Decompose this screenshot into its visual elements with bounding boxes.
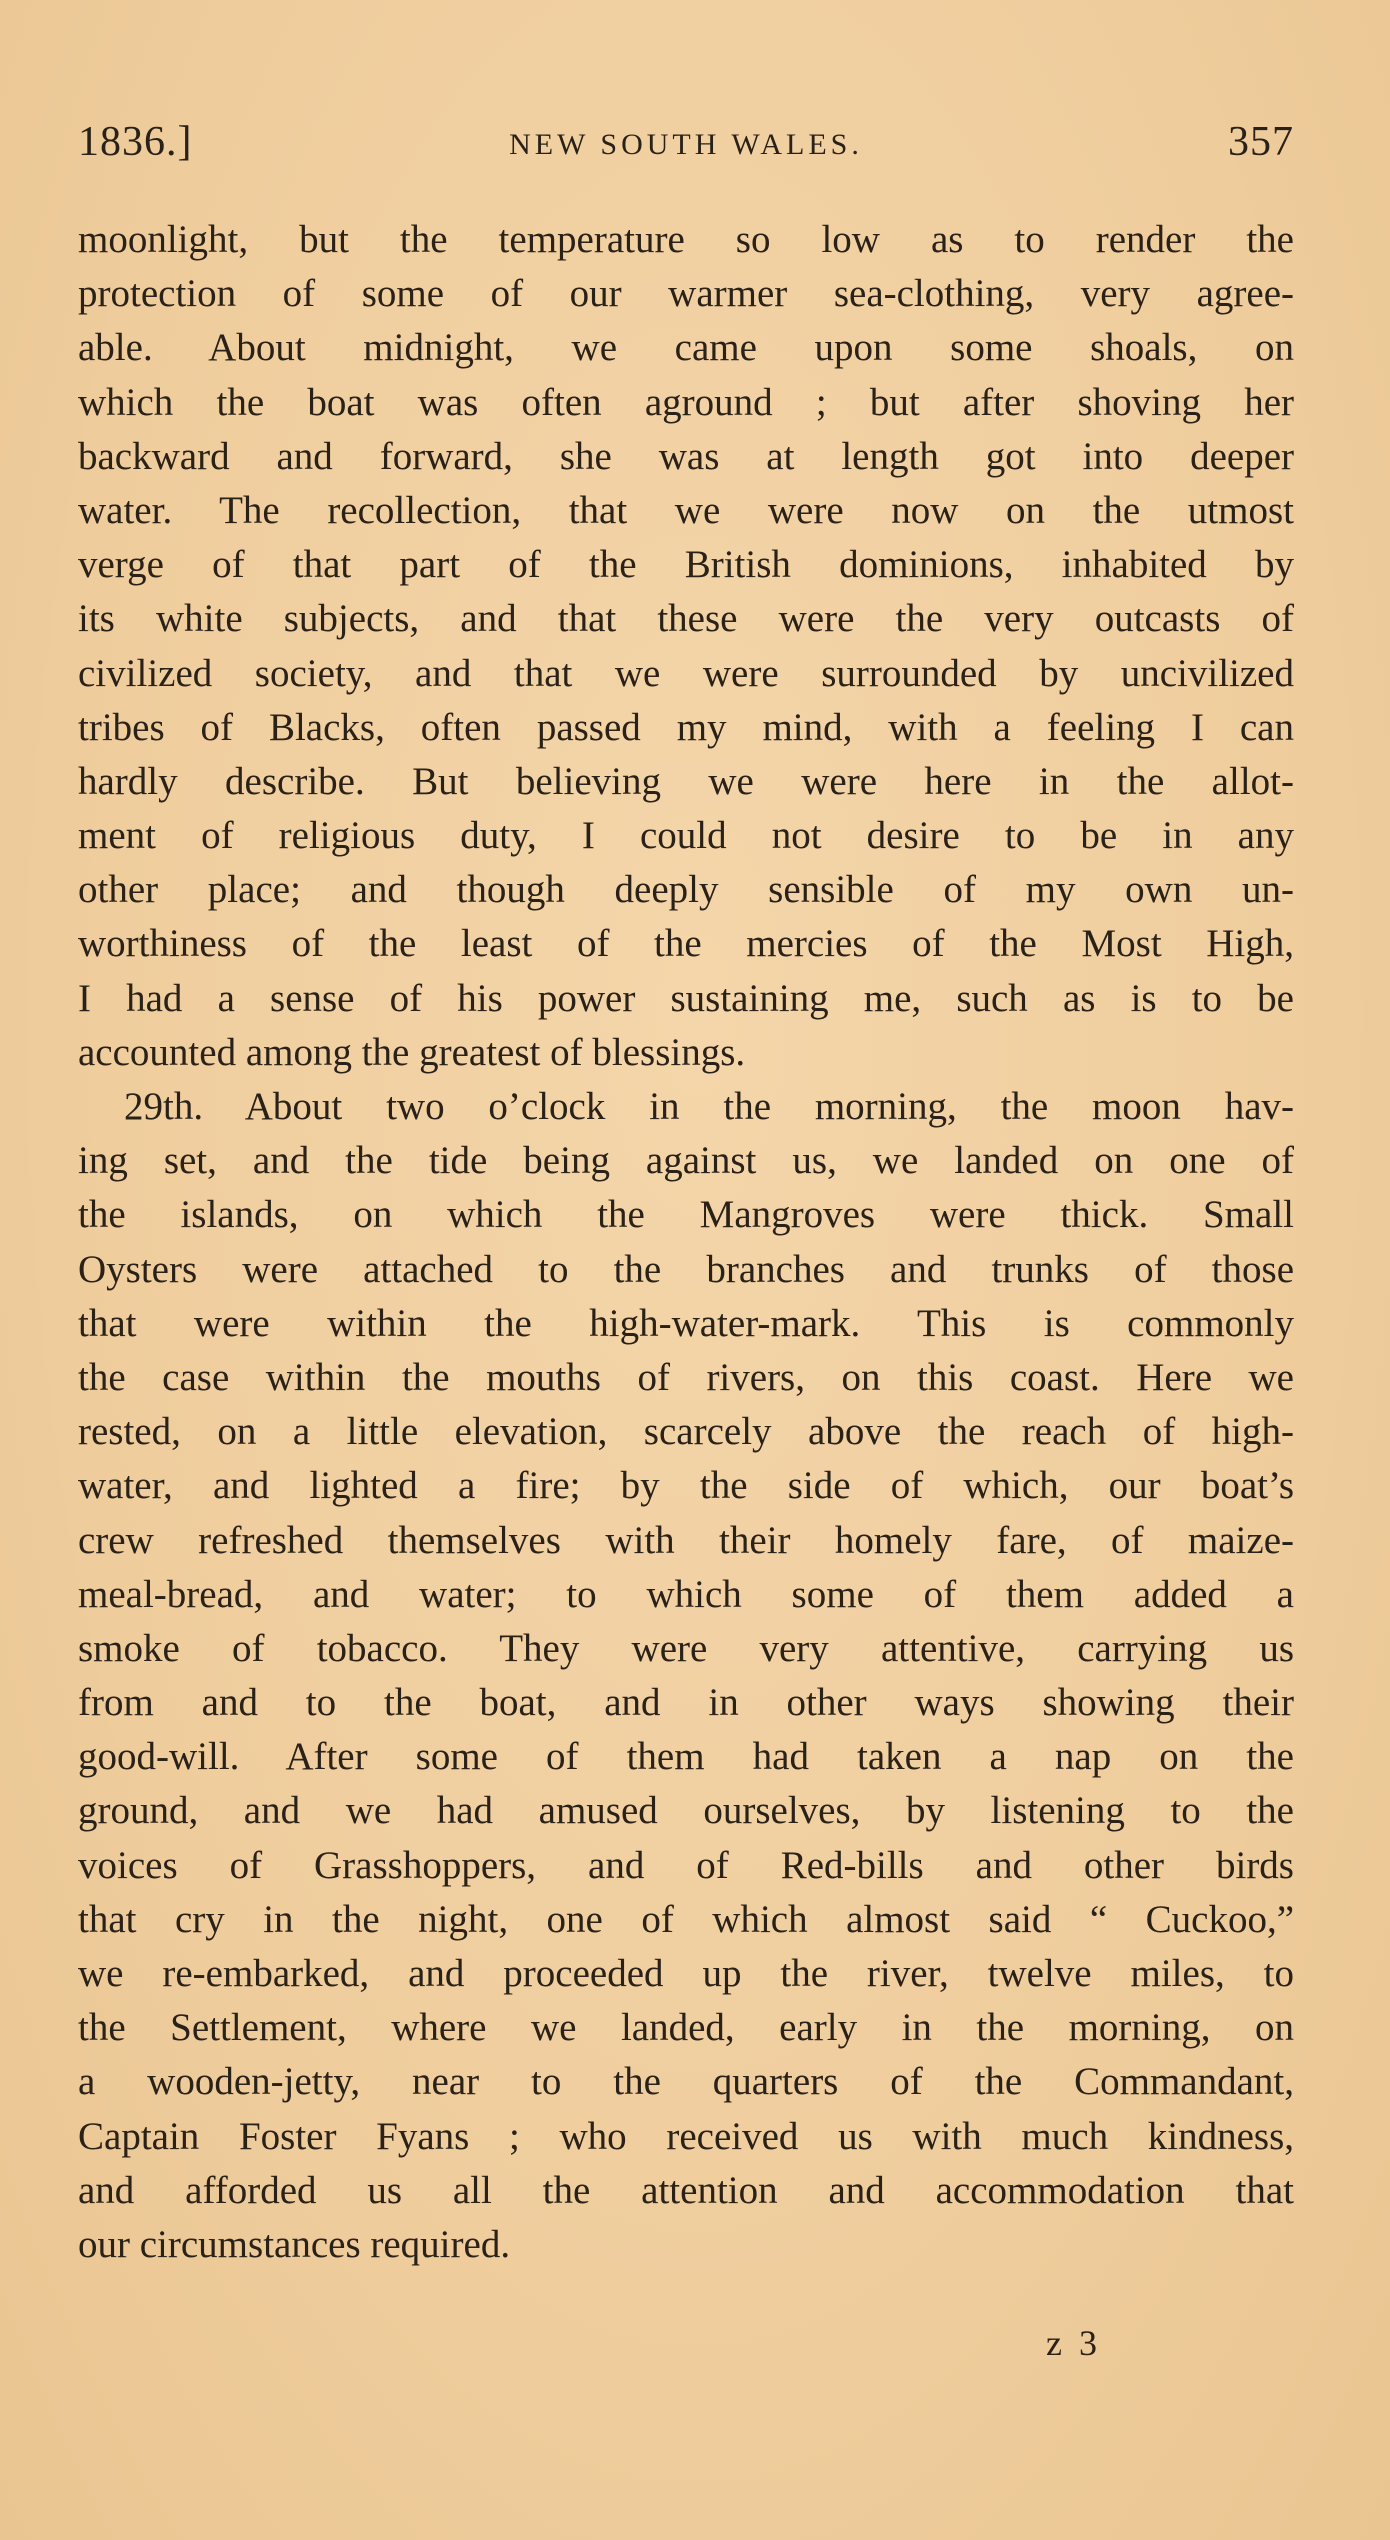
text-line: ment of religious duty, I could not desire to be in any — [78, 814, 1294, 858]
text-line: the Settlement, where we landed, early in the morning, on — [78, 2006, 1294, 2050]
text-line: and afforded us all the attention and accommodation that — [78, 2168, 1294, 2212]
running-head — [78, 118, 1294, 178]
text-line: the islands, on which the Mangroves were thick. Small — [78, 1193, 1294, 1237]
text-line: Captain Foster Fyans ; who received us with much kindness, — [78, 2114, 1294, 2158]
text-line: water. The recollection, that we were now on the utmost — [78, 488, 1294, 532]
text-line: meal-bread, and water; to which some of them added a — [78, 1572, 1294, 1616]
signature-mark: z 3 — [1046, 2323, 1101, 2363]
text-line: ing set, and the tide being against us, we landed on one of — [78, 1139, 1294, 1183]
text-line: our circumstances required. — [78, 2222, 511, 2266]
text-line: accounted among the greatest of blessings. — [78, 1030, 746, 1074]
text-line: from and to the boat, and in other ways showing their — [78, 1681, 1294, 1725]
text-line: hardly describe. But believing we were here in the allot- — [78, 759, 1294, 803]
text-line: voices of Grasshoppers, and of Red-bills and other birds — [78, 1843, 1294, 1887]
text-line: protection of some of our warmer sea-clothing, very agree- — [78, 272, 1294, 316]
running-head-year: 1836.] — [78, 119, 193, 165]
text-line: 29th. About two o’clock in the morning, the moon hav- — [124, 1085, 1294, 1128]
text-line: we re-embarked, and proceeded up the river, twelve miles, to — [78, 1952, 1294, 1995]
text-line: which the boat was often aground ; but after shoving her — [78, 380, 1294, 424]
text-line: tribes of Blacks, often passed my mind, with a feeling I can — [78, 705, 1294, 749]
running-head-title: NEW SOUTH WALES. — [509, 128, 863, 161]
text-line: that were within the high-water-mark. This is commonly — [78, 1301, 1294, 1345]
text-line: crew refreshed themselves with their homely fare, of maize- — [78, 1518, 1294, 1562]
text-line: rested, on a little elevation, scarcely above the reach of high- — [78, 1410, 1294, 1454]
text-line: ground, and we had amused ourselves, by listening to the — [78, 1789, 1294, 1833]
text-line: worthiness of the least of the mercies of the Most High, — [78, 922, 1294, 966]
text-line: I had a sense of his power sustaining me, such as is to be — [78, 976, 1294, 1020]
text-line: a wooden-jetty, near to the quarters of the Commandant, — [78, 2060, 1294, 2104]
text-line: verge of that part of the British dominions, inhabited by — [78, 543, 1294, 587]
text-line: Oysters were attached to the branches and trunks of those — [78, 1247, 1294, 1291]
text-line: moonlight, but the temperature so low as to render the — [78, 218, 1294, 261]
text-line: backward and forward, she was at length got into deeper — [78, 434, 1294, 478]
text-line: civilized society, and that we were surrounded by uncivilized — [78, 651, 1294, 695]
text-line: other place; and though deeply sensible of my own un- — [78, 868, 1294, 912]
text-line: water, and lighted a fire; by the side of which, our boat’s — [78, 1464, 1294, 1508]
page-number: 357 — [1228, 119, 1294, 165]
body-text — [78, 213, 1294, 2272]
text-line: its white subjects, and that these were the very outcasts of — [78, 597, 1294, 641]
text-line: able. About midnight, we came upon some shoals, on — [78, 326, 1294, 370]
text-line: the case within the mouths of rivers, on this coast. Here we — [78, 1355, 1294, 1399]
text-line: good-will. After some of them had taken a nap on the — [78, 1735, 1294, 1779]
text-line: that cry in the night, one of which almost said “ Cuckoo,” — [78, 1897, 1294, 1941]
text-line: smoke of tobacco. They were very attentive, carrying us — [78, 1626, 1294, 1670]
